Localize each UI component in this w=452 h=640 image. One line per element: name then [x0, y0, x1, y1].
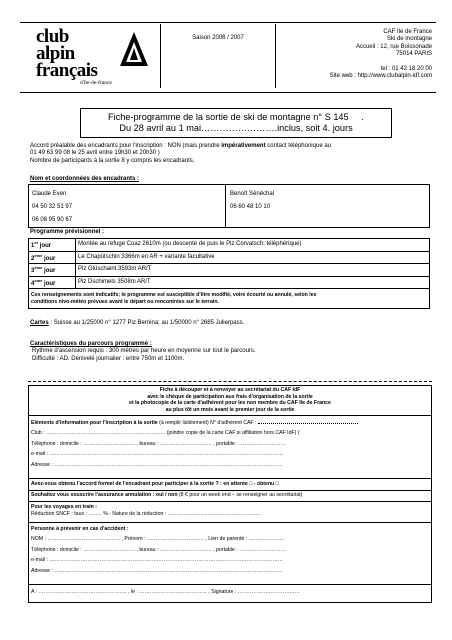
signature-line[interactable]: A : …………………………………………… , le : ………………………………… , Signature : ……………………………… — [31, 589, 300, 595]
programme-warning-row — [29, 289, 430, 309]
mountain-triangle-icon — [118, 30, 150, 70]
assurance-text[interactable]: Souhaitez vous souscrire l'assurance annulation : oui / non — [31, 492, 179, 498]
form-header-line-3: et la photocopie de la carte d'adhérent pour les non membre du CAF Ile de France — [129, 400, 331, 407]
day-num: 1 — [31, 243, 35, 250]
header-bottom-rule — [20, 92, 436, 93]
encadrant-right — [230, 188, 274, 214]
org-line-2: Ski de montagne — [386, 36, 432, 43]
programme-desc: Montée au refuge Coaz 2610m (ou descente de puis le Piz Corvatsch; téléphérique) — [76, 239, 430, 252]
cartes-line — [30, 320, 244, 327]
form-divider — [28, 522, 432, 523]
accord-text-2: - obtenu — [252, 481, 276, 487]
encadrant-left-phone-1: 04 50 32 51 97 — [32, 204, 73, 210]
title-line-2: Du 28 avril au 1 mai…………………….inclus, soit 4. jours — [119, 123, 353, 133]
programme-table — [28, 238, 430, 309]
form-divider — [28, 584, 432, 585]
season-box — [160, 24, 276, 88]
contact-name-field[interactable]: NOM : …………………………………… , Prénom : …………………………… , Lien de parenté : ………………… — [31, 536, 285, 542]
intro-text — [30, 143, 430, 165]
programme-desc: Piz Glüschaint 3593m AR/T — [76, 264, 430, 276]
day-sup: er — [34, 240, 39, 246]
form-header-line-4: au plus tôt un mois avant le premier jour de la sortie — [165, 406, 295, 413]
day-num: 4 — [31, 280, 35, 287]
adherent-number-field[interactable] — [258, 418, 358, 424]
day-sup: ème — [34, 277, 43, 283]
day-sup: ème — [34, 265, 43, 271]
voyage-title: Pour les voyages en train : — [31, 504, 98, 510]
title-line-1 — [81, 112, 391, 123]
form-header — [28, 387, 432, 413]
parcours-line-2: Difficulté : AD. Dénivelé journalier : entre 750m et 1100m. — [32, 355, 185, 362]
obtenu-checkbox[interactable]: □ — [275, 481, 279, 487]
programme-row — [29, 252, 430, 264]
assurance-note: (8 € pour un week end – se renseigner au secrétariat) — [178, 492, 303, 498]
intro-line-1a: Accord préalable des encadrants pour l'inscription : NON (mais prendre — [30, 143, 222, 149]
programme-desc: Le Chapütschin 3366m en AR + variante facultative — [76, 252, 430, 264]
day-num: 3 — [31, 268, 35, 275]
org-line-4: 75014 PARIS — [396, 51, 432, 58]
form-divider — [28, 415, 432, 416]
id-title-bold: Eléments d'information pour l'inscription à la sortie — [31, 420, 158, 426]
org-line-1: CAF Ile de France — [383, 29, 432, 35]
title-line-1-end: . — [361, 112, 364, 122]
day-word: jour — [42, 268, 56, 275]
title-line-1-text: Fiche-programme de la sortie de ski de montagne n° S 145 — [108, 112, 349, 122]
title-box — [80, 108, 392, 138]
phone-fields[interactable]: Téléphone : domicile : ………………………… , bureau : ………………………… , portable : ……………………… — [31, 440, 286, 447]
programme-day — [29, 239, 76, 252]
intro-line-2: 01 49 63 99 08 le 25 avril entre 19h30 et 20h30 ) — [30, 150, 160, 157]
email-field[interactable]: e-mail : ……………………………………………………………………………………………………………………… — [31, 451, 283, 457]
parcours-line-1: Rythme d'ascension requis : 300 mètres par heure en moyenne sur tout le parcours. — [32, 348, 256, 355]
id-title — [31, 418, 429, 428]
encadrant-left-name: Claude Even — [32, 191, 67, 197]
org-phone: tel : 01 42 18 20 00 — [380, 65, 432, 72]
programme-desc: Piz Dschimels 3508m AR/T — [76, 276, 430, 288]
address-field[interactable]: Adresse : …………………………………………………………………………………………………………………… — [31, 461, 283, 468]
warning-line-2: conditions nivo-météo prévues avant le départ ou rencontrées sur le terrain. — [31, 298, 219, 305]
encadrants-divider — [225, 185, 226, 227]
intro-line-1c: contact téléphonique au — [265, 143, 331, 149]
day-word: jour — [42, 280, 56, 287]
day-num: 2 — [31, 256, 35, 262]
logo-subtitle: d'île-de-france — [80, 80, 112, 86]
parcours-section — [30, 341, 430, 363]
logo-line-2: alpin — [36, 43, 75, 64]
season-label: Saison 2006 / 2007 — [192, 35, 244, 41]
programme-day — [29, 252, 76, 264]
logo-line-3: français — [36, 60, 98, 81]
org-line-3: Accueil : 12, rue Boissonade — [355, 43, 432, 50]
header-top-rule — [20, 22, 436, 23]
day-word: jour — [38, 243, 52, 250]
form-header-line-1: Fiche à découper et à renvoyer au secrétariat du CAF IdF — [159, 387, 301, 393]
contact-phone-fields[interactable]: Téléphone : domicile : ………………………… , bureau : ………………………… , portable : ……………………… — [31, 546, 286, 553]
programme-day — [29, 276, 76, 288]
form-divider — [28, 490, 432, 491]
programme-row — [29, 239, 430, 252]
programme-row — [29, 276, 430, 288]
encadrants-table — [28, 184, 430, 228]
club-alpin-logo — [22, 24, 152, 94]
intro-line-1 — [30, 143, 430, 150]
day-word: jour — [42, 256, 56, 262]
org-address — [280, 29, 432, 80]
parcours-heading: Caractéristiques du parcours programmé : — [30, 341, 152, 347]
intro-line-3: Nombre de participants à la sortie 8 y compris les encadrants. — [30, 157, 195, 164]
encadrant-left-phone-2: 06 08 95 90 67 — [32, 217, 73, 223]
cut-line — [28, 381, 432, 382]
cartes-label: Cartes — [30, 320, 49, 326]
contact-title: Personne à prévenir en cas d'accident : — [31, 526, 129, 532]
accord-question — [31, 481, 279, 488]
programme-day — [29, 264, 76, 276]
contact-address-field[interactable]: Adresse : …………………………………………………………………………………………………………………… — [31, 567, 283, 574]
form-divider — [28, 478, 432, 479]
programme-row — [29, 264, 430, 276]
org-website[interactable]: Site web : http://www.clubalpin-idf.com — [329, 73, 432, 80]
id-title-rest: (à remplir lisiblement) N° d'adhérent CAF : — [157, 420, 258, 426]
programme-warning — [29, 289, 430, 309]
programme-heading: Programme prévisionnel : — [30, 229, 105, 235]
warning-line-1: Ces renseignements sont indicatifs; le programme est susceptible d'être modifié, voire écourté ou annulé, selon les — [31, 292, 317, 299]
assurance-question — [31, 492, 302, 499]
form-divider — [28, 501, 432, 502]
encadrants-heading: Nom et coordonnées des encadrants : — [30, 176, 140, 182]
sncf-reduction-field[interactable]: Réduction SNCF : taux : …….. % - Nature de la réduction : ……………………………………………… — [31, 510, 262, 517]
form-header-line-2: avec le chèque de participation aux frais d'organisation de la sortie — [147, 393, 313, 400]
day-sup: ème — [34, 253, 43, 258]
accord-text: Avez-vous obtenu l'accord formel de l'encadrant pour participer à la sortie ? : en attente — [31, 481, 250, 487]
encadrant-left — [32, 188, 72, 227]
contact-section — [31, 525, 429, 576]
cartes-text: : Suisse au 1/25000 n° 1277 Piz Bernina; au 1/50000 n° 2685 Julierpass. — [48, 320, 245, 326]
logo-line-1: club — [36, 26, 69, 47]
id-section — [31, 418, 429, 470]
club-field[interactable]: Club : …………………………………………………………… (joindre copie de la carte CAF si affiliation hors CAF IdF) ( — [31, 430, 300, 436]
en-attente-checkbox[interactable]: □ — [249, 481, 253, 487]
encadrant-right-phone: 06 60 48 10 10 — [230, 204, 271, 210]
contact-email-field[interactable]: e-mail : ……………………………………………………………………………………………………………………… — [31, 557, 283, 563]
intro-emphasis: impérativement — [221, 143, 266, 149]
encadrant-right-name: Benoît Sénéchal — [230, 191, 275, 197]
voyage-section — [31, 504, 261, 517]
